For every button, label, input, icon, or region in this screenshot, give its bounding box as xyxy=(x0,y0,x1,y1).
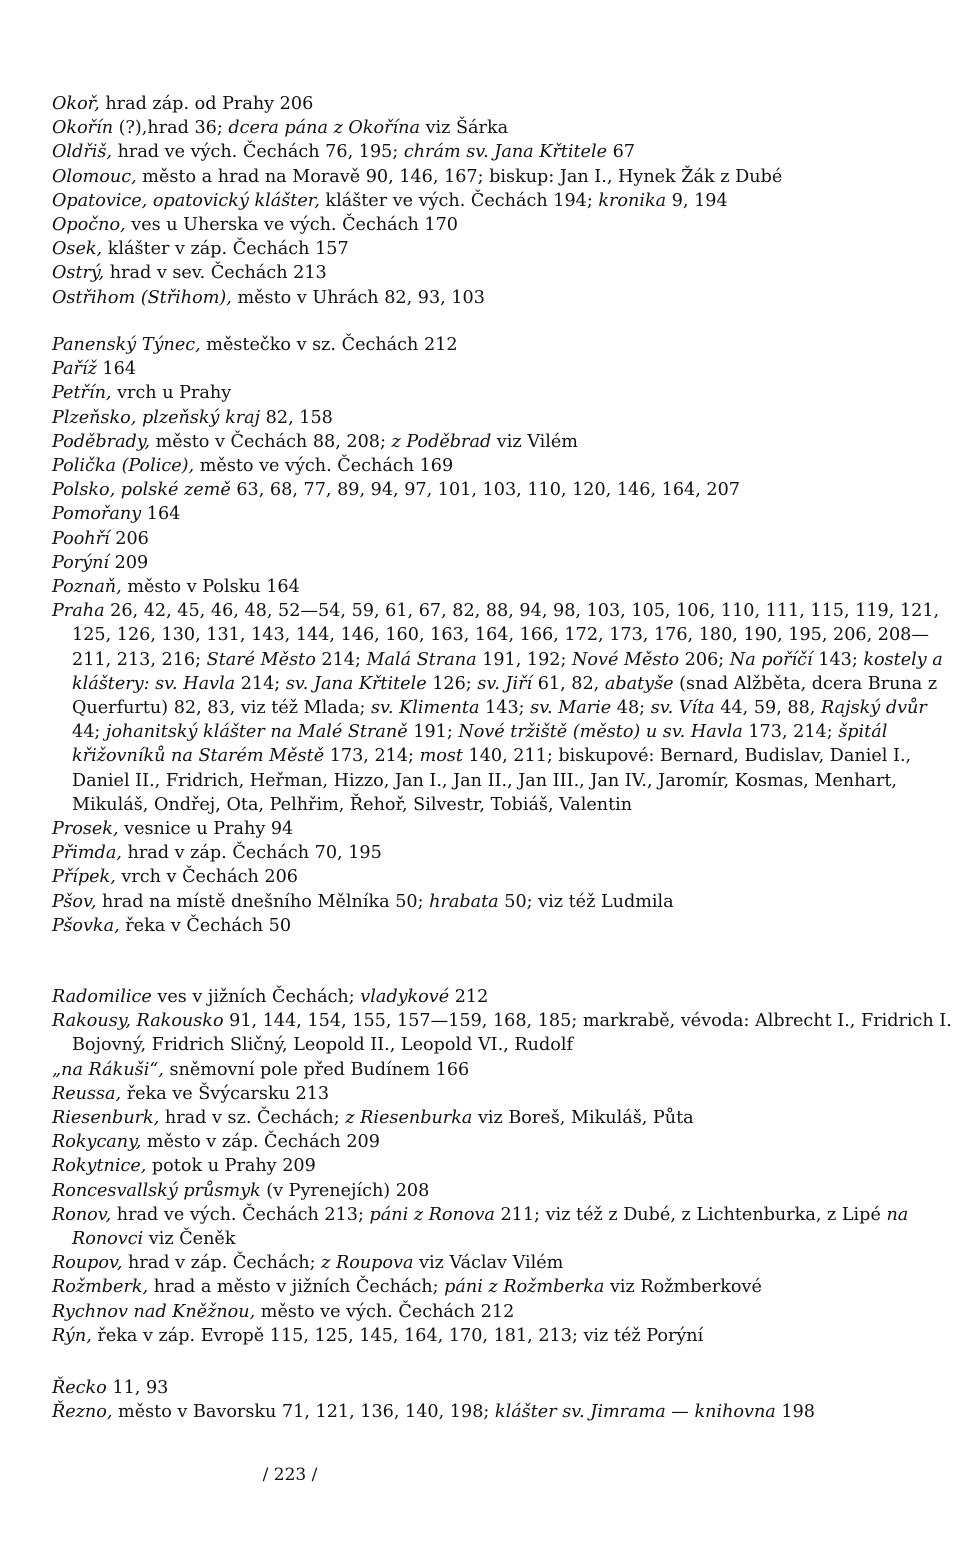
entry-term: Osek, xyxy=(52,239,103,260)
entry-term: páni z Ronova xyxy=(369,1204,495,1225)
entry-term: Ostrý, xyxy=(52,263,105,284)
entry-term: Poohří xyxy=(52,528,110,549)
index-entry xyxy=(52,189,952,213)
entry-term: hrabata xyxy=(429,891,499,912)
entry-text: město ve vých. Čechách 169 xyxy=(194,456,454,477)
entry-text: viz Václav Vilém xyxy=(413,1253,564,1274)
entry-text: 143; xyxy=(812,649,864,670)
entry-text: viz Rožmberkové xyxy=(604,1277,762,1298)
entry-term: klášter sv. Jimrama xyxy=(494,1402,666,1423)
entry-text: hrad a město v jižních Čechách; xyxy=(148,1277,445,1298)
entry-text: 48; xyxy=(611,698,651,719)
index-section-o xyxy=(52,92,952,310)
index-entry xyxy=(52,213,952,237)
entry-text: — xyxy=(665,1402,695,1423)
entry-term: Polsko, polské země xyxy=(52,480,231,501)
entry-text: potok u Prahy 209 xyxy=(146,1156,316,1177)
index-entry xyxy=(52,1082,952,1106)
entry-term: sv. Víta xyxy=(650,698,715,719)
index-entry xyxy=(52,575,952,599)
entry-text: 82, 158 xyxy=(260,407,333,428)
entry-text: řeka v záp. Evropě 115, 125, 145, 164, 170, 181, 213; viz též Porýní xyxy=(91,1325,704,1346)
entry-term: Rokycany, xyxy=(52,1132,142,1153)
entry-text: 44; xyxy=(72,722,106,743)
entry-term: Paříž xyxy=(52,359,97,380)
index-section-p xyxy=(52,333,952,938)
entry-text: 143; xyxy=(479,698,531,719)
index-entry xyxy=(52,333,952,357)
entry-text: viz Vilém xyxy=(491,431,578,452)
entry-text: 164 xyxy=(141,504,181,525)
entry-term: Petřín, xyxy=(52,383,112,404)
entry-text: hrad v záp. Čechách; xyxy=(122,1253,322,1274)
entry-term: Staré Město xyxy=(206,649,316,670)
entry-term: Malá Strana xyxy=(366,649,477,670)
entry-term: sv. Marie xyxy=(530,698,612,719)
entry-text: vrch v Čechách 206 xyxy=(115,867,298,888)
entry-text: hrad ve vých. Čechách 76, 195; xyxy=(111,142,404,163)
entry-term: Okořín xyxy=(52,118,114,139)
entry-text: město ve vých. Čechách 212 xyxy=(255,1301,515,1322)
index-entry xyxy=(52,1300,952,1324)
entry-text: klášter ve vých. Čechách 194; xyxy=(319,190,599,211)
entry-text: 173, 214; xyxy=(324,746,420,767)
entry-text: 63, 68, 77, 89, 94, 97, 101, 103, 110, 120, 146, 164, 207 xyxy=(230,480,740,501)
entry-term: sv. Jana Křtitele xyxy=(285,673,427,694)
entry-text: 209 xyxy=(109,552,149,573)
entry-text: sněmovní pole před Budínem 166 xyxy=(163,1059,470,1080)
entry-text: hrad ve vých. Čechách 213; xyxy=(111,1204,370,1225)
entry-text: viz Šárka xyxy=(419,118,509,139)
entry-text: (snad Alžběta, dcera Bruna z Querfurtu) 82, 83, viz též Mlada; xyxy=(72,673,938,719)
index-entry xyxy=(52,1203,952,1251)
entry-term: kronika xyxy=(598,190,667,211)
entry-term: Okoř, xyxy=(52,94,100,114)
entry-text: řeka v Čechách 50 xyxy=(119,915,292,936)
entry-term: Nové tržiště (město) u sv. Havla xyxy=(458,722,743,743)
entry-text: 50; viz též Ludmila xyxy=(498,891,674,912)
entry-text: vrch u Prahy xyxy=(111,383,232,404)
entry-term: Praha xyxy=(52,601,105,622)
index-entry xyxy=(52,1275,952,1299)
entry-term: Polička (Police), xyxy=(52,456,195,477)
index-entry xyxy=(52,817,952,841)
entry-term: Oldřiš, xyxy=(52,142,112,163)
entry-text: viz Boreš, Mikuláš, Půta xyxy=(472,1108,694,1129)
entry-term: Rychnov nad Kněžnou, xyxy=(52,1301,256,1322)
index-entry xyxy=(52,502,952,526)
entry-term: kostely a kláštery: sv. Havla xyxy=(72,649,943,694)
entry-text: klášter v záp. Čechách 157 xyxy=(102,239,349,260)
entry-term: sv. Jiří xyxy=(477,673,533,694)
entry-text: 126; xyxy=(426,673,478,694)
index-entry xyxy=(52,1106,952,1130)
entry-term: Plzeňsko, plzeňský kraj xyxy=(52,407,261,428)
entry-term: most xyxy=(419,746,463,767)
entry-term: johanitský klášter na Malé Straně xyxy=(105,722,408,743)
entry-text: 191, 192; xyxy=(476,649,573,670)
index-entry xyxy=(52,1400,952,1424)
entry-text: 206 xyxy=(109,528,149,549)
entry-text: 67 xyxy=(607,142,635,163)
entry-term: páni z Rožmberka xyxy=(444,1277,605,1298)
entry-term: vladykové xyxy=(360,987,450,1007)
entry-term: Rožmberk, xyxy=(52,1277,149,1298)
entry-text: hrad v sev. Čechách 213 xyxy=(104,263,327,284)
entry-text: město v záp. Čechách 209 xyxy=(141,1132,380,1153)
entry-text: (?),hrad 36; xyxy=(113,118,229,139)
entry-term: Přimda, xyxy=(52,843,122,864)
entry-term: dcera pána z Okořína xyxy=(228,118,420,139)
entry-term: Poznaň, xyxy=(52,577,122,598)
entry-text: 140, 211; biskupové: Bernard, Budislav, Daniel I., Daniel II., Fridrich, Heřman, Hizzo, Jan I., Jan II., Jan III., Jan IV., Jaromír, Kosmas, Menhart, Mikuláš, Ondřej, Ota, Pelhřim, Řehoř, Silvestr, Tobiáš, Valentin xyxy=(72,746,912,815)
entry-text: město v Bavorsku 71, 121, 136, 140, 198; xyxy=(112,1402,495,1423)
index-section-rr xyxy=(52,1376,952,1424)
entry-text: 191; xyxy=(407,722,459,743)
index-entry xyxy=(52,1130,952,1154)
entry-term: špitál křižovníků na Starém Městě xyxy=(72,722,888,767)
index-entry xyxy=(52,1154,952,1178)
entry-text: město v Polsku 164 xyxy=(121,577,300,598)
index-entry xyxy=(52,1376,952,1400)
entry-term: Rajský dvůr xyxy=(821,698,927,719)
entry-text: město a hrad na Moravě 90, 146, 167; biskup: Jan I., Hynek Žák z Dubé xyxy=(136,166,783,187)
entry-text: 9, 194 xyxy=(666,190,728,211)
entry-term: Opočno, xyxy=(52,215,126,236)
index-entry xyxy=(52,890,952,914)
entry-text: 61, 82, xyxy=(532,673,605,694)
entry-term: Na poříčí xyxy=(729,649,813,670)
entry-text: 44, 59, 88, xyxy=(714,698,821,719)
entry-text: 198 xyxy=(775,1402,815,1423)
entry-text: město v Uhrách 82, 93, 103 xyxy=(231,287,485,308)
entry-term: Radomilice xyxy=(52,987,152,1007)
index-entry xyxy=(52,1058,952,1082)
entry-term: Roupov, xyxy=(52,1253,123,1274)
index-entry xyxy=(52,1179,952,1203)
index-entry xyxy=(52,357,952,381)
entry-term: Roncesvallský průsmyk xyxy=(52,1180,261,1201)
entry-text: řeka ve Švýcarsku 213 xyxy=(121,1083,330,1104)
index-entry xyxy=(52,454,952,478)
entry-term: Rýn, xyxy=(52,1325,92,1346)
index-entry xyxy=(52,551,952,575)
entry-term: Opatovice, opatovický klášter, xyxy=(52,190,320,211)
entry-text: (v Pyrenejích) 208 xyxy=(260,1180,430,1201)
index-entry xyxy=(52,430,952,454)
entry-term: Olomouc, xyxy=(52,166,137,187)
index-entry xyxy=(52,261,952,285)
entry-term: „na Rákuši“, xyxy=(52,1059,164,1080)
index-entry xyxy=(52,92,952,116)
entry-text: 26, 42, 45, 46, 48, 52—54, 59, 61, 67, 82, 88, 94, 98, 103, 105, 106, 110, 111, 115, 119, 121, 125, 126, 130, 131, 143, 144, 146, 160, 163, 164, 166, 172, 173, 176, 180, 190, 195, 206, 208—211, 213, 216; xyxy=(72,601,940,670)
entry-term: knihovna xyxy=(694,1402,776,1423)
entry-text: hrad na místě dnešního Mělníka 50; xyxy=(96,891,430,912)
entry-text: město v Čechách 88, 208; xyxy=(150,431,392,452)
index-entry xyxy=(52,237,952,261)
index-entry xyxy=(52,116,952,140)
index-entry xyxy=(52,1324,952,1348)
index-entry xyxy=(52,478,952,502)
page-number: / 223 / xyxy=(262,1465,318,1485)
entry-term: z Riesenburka xyxy=(345,1108,473,1129)
index-entry xyxy=(52,599,952,817)
entry-term: Panenský Týnec, xyxy=(52,335,201,355)
entry-term: sv. Klimenta xyxy=(371,698,480,719)
index-entry xyxy=(52,140,952,164)
index-entry xyxy=(52,527,952,551)
entry-text: 212 xyxy=(449,987,489,1007)
entry-text: viz Čeněk xyxy=(143,1229,236,1250)
entry-text: 214; xyxy=(235,673,286,694)
entry-term: abatyše xyxy=(604,673,674,694)
entry-term: z Poděbrad xyxy=(391,431,492,452)
entry-text: 11, 93 xyxy=(106,1378,169,1398)
entry-text: ves v jižních Čechách; xyxy=(151,987,361,1007)
entry-term: Přípek, xyxy=(52,867,116,888)
index-entry xyxy=(52,1251,952,1275)
entry-term: Řecko xyxy=(52,1378,107,1398)
entry-term: chrám sv. Jana Křtitele xyxy=(403,142,608,163)
index-entry xyxy=(52,286,952,310)
entry-term: Poděbrady, xyxy=(52,431,151,452)
entry-text: 211; viz též z Dubé, z Lichtenburka, z Lipé xyxy=(494,1204,887,1225)
index-section-r xyxy=(52,985,952,1348)
index-entry xyxy=(52,841,952,865)
entry-text: ves u Uherska ve vých. Čechách 170 xyxy=(125,215,458,236)
entry-term: Nové Město xyxy=(572,649,680,670)
entry-term: Ostřihom (Střihom), xyxy=(52,287,232,308)
index-entry xyxy=(52,406,952,430)
entry-term: Pšov, xyxy=(52,891,97,912)
index-entry xyxy=(52,865,952,889)
entry-term: Pšovka, xyxy=(52,915,120,936)
entry-text: hrad v záp. Čechách 70, 195 xyxy=(121,843,382,864)
entry-term: Rokytnice, xyxy=(52,1156,147,1177)
entry-text: 173, 214; xyxy=(742,722,839,743)
index-entry xyxy=(52,381,952,405)
index-entry xyxy=(52,165,952,189)
index-entry xyxy=(52,1009,952,1057)
entry-text: vesnice u Prahy 94 xyxy=(118,819,294,840)
entry-term: Řezno, xyxy=(52,1402,113,1423)
entry-text: 206; xyxy=(679,649,730,670)
entry-text: hrad záp. od Prahy 206 xyxy=(99,94,314,114)
entry-term: Porýní xyxy=(52,552,110,573)
entry-text: městečko v sz. Čechách 212 xyxy=(200,335,458,355)
entry-term: Riesenburk, xyxy=(52,1108,160,1129)
entry-text: hrad v sz. Čechách; xyxy=(159,1108,346,1129)
entry-text: 91, 144, 154, 155, 157—159, 168, 185; markrabě, vévoda: Albrecht I., Fridrich I. Bojovný, Fridrich Sličný, Leopold II., Leopold VI., Rudolf xyxy=(72,1011,952,1056)
entry-term: Ronov, xyxy=(52,1204,112,1225)
entry-term: Reussa, xyxy=(52,1083,122,1104)
entry-text: 214; xyxy=(315,649,367,670)
entry-term: z Roupova xyxy=(321,1253,414,1274)
index-entry xyxy=(52,914,952,938)
entry-term: Prosek, xyxy=(52,819,119,840)
entry-text: 164 xyxy=(96,359,137,380)
entry-term: Pomořany xyxy=(52,504,142,525)
index-entry xyxy=(52,985,952,1009)
entry-term: Rakousy, Rakousko xyxy=(52,1011,224,1032)
entry-term: na Ronovci xyxy=(72,1204,909,1250)
